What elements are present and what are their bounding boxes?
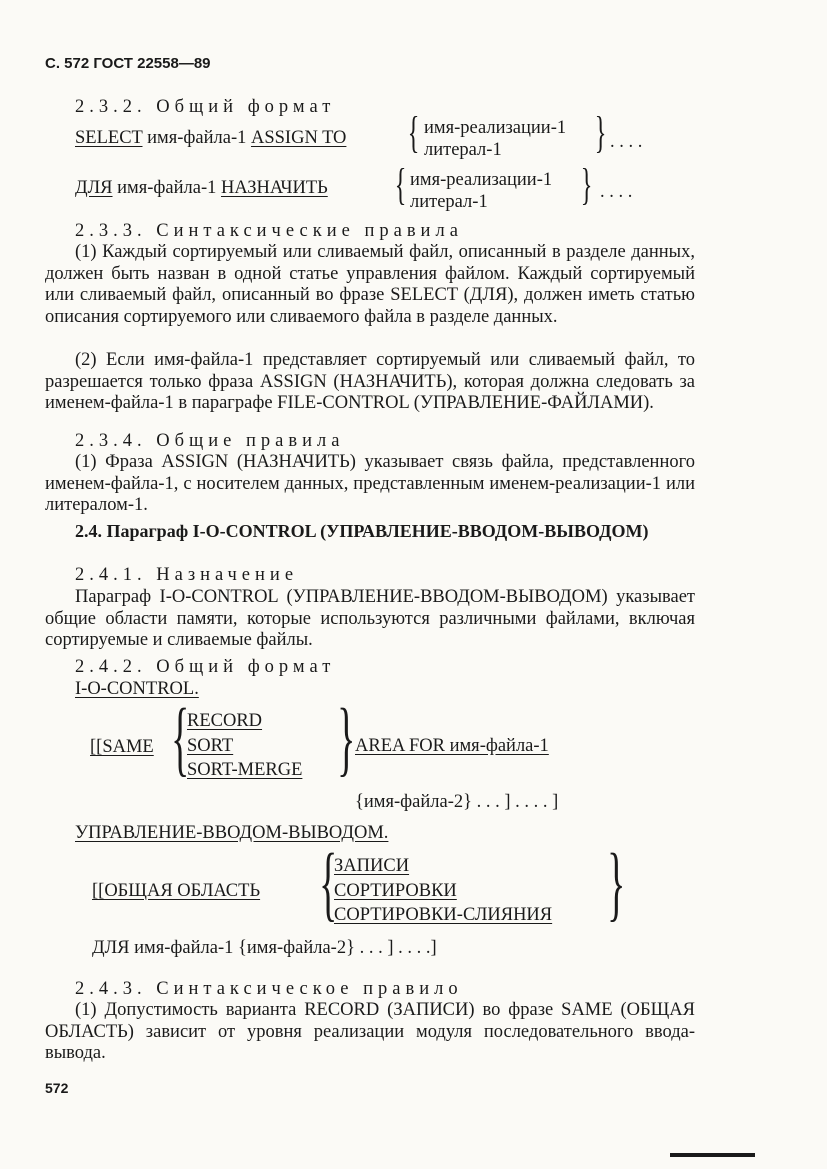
brace-close-1: }: [594, 108, 607, 157]
paragraph-2-3-4-1: (1) Фраза ASSIGN (НАЗНАЧИТЬ) указывает связь файла, представленного именем-файла-1, с носителем данных, представленным именем-реализации-1 или литералом-1.: [45, 452, 695, 515]
heading-2-3-3: 2.3.3. Синтаксические правила: [75, 221, 463, 241]
sort-keyword: SORT: [187, 736, 234, 756]
heading-2-3-2: 2.3.2. Общий формат: [75, 97, 336, 117]
option-impl-1: имя-реализации-1: [424, 118, 567, 138]
brace-open-3: {: [171, 692, 190, 785]
file-name-1-b: имя-файла-1: [117, 178, 217, 198]
for-keyword: ДЛЯ: [75, 178, 113, 198]
heading-2-4-1: 2.4.1. Назначение: [75, 565, 299, 585]
naznachit-keyword: НАЗНАЧИТЬ: [221, 178, 328, 198]
page-header: С. 572 ГОСТ 22558—89: [45, 55, 211, 72]
paragraph-2-3-3-1: (1) Каждый сортируемый или сливаемый файл, описанный в разделе данных, должен быть назван в одной статье управления файлом. Каждый сортируемый или сливаемый файл, описанный во фразе SELECT (ДЛЯ), должен иметь статью описания сортируемого или сливаемого файла в разделе данных.: [45, 242, 695, 327]
sortirovki-keyword: СОРТИРОВКИ: [334, 881, 457, 901]
brace-close-4: }: [607, 837, 626, 930]
upravlenie-keyword: УПРАВЛЕНИЕ-ВВОДОМ-ВЫВОДОМ.: [75, 823, 389, 843]
brace-open-2: {: [394, 160, 407, 209]
section-2-4-title: 2.4. Параграф I-O-CONTROL (УПРАВЛЕНИЕ-ВВОДОМ-ВЫВОДОМ): [75, 521, 649, 541]
select-line: [75, 128, 346, 149]
sortirovki-sliyaniya-keyword: СОРТИРОВКИ-СЛИЯНИЯ: [334, 905, 553, 925]
sort-merge-keyword: SORT-MERGE: [187, 760, 303, 780]
select-keyword: SELECT: [75, 128, 143, 148]
option-impl-2: имя-реализации-1: [410, 170, 553, 190]
io-control-keyword: I-O-CONTROL.: [75, 679, 199, 699]
option-literal-1: литерал-1: [424, 140, 502, 160]
heading-2-4-2: 2.4.2. Общий формат: [75, 657, 336, 677]
paragraph-2-4-1: Параграф I-O-CONTROL (УПРАВЛЕНИЕ-ВВОДОМ-ВЫВОДОМ) указывает общие области памяти, которые используются различными файлами, включая сортируемые и сливаемые файлы.: [45, 587, 695, 650]
obshaya-oblast-keyword: [[ОБЩАЯ ОБЛАСТЬ: [92, 881, 261, 901]
same-keyword: [[SAME: [90, 737, 154, 757]
paragraph-2-4-3-1: (1) Допустимость варианта RECORD (ЗАПИСИ) во фразе SAME (ОБЩАЯ ОБЛАСТЬ) зависит от уровня реализации модуля последовательного ввода-вывода.: [45, 1000, 695, 1063]
heading-2-3-4: 2.3.4. Общие правила: [75, 431, 345, 451]
heading-2-4-3: 2.4.3. Синтаксическое правило: [75, 979, 463, 999]
for-line: [75, 178, 328, 199]
brace-open-1: {: [407, 108, 420, 157]
assign-to-keyword: ASSIGN TO: [250, 128, 347, 148]
dlya-file-line: ДЛЯ имя-файла-1 {имя-файла-2} . . . ] . . . .]: [92, 938, 437, 958]
brace-close-3: }: [337, 692, 356, 785]
scan-mark: [670, 1153, 755, 1157]
brace-close-2: }: [580, 160, 593, 209]
file-name-2-line: {имя-файла-2} . . . ] . . . . ]: [355, 792, 559, 812]
area-for-line: AREA FOR имя-файла-1: [355, 736, 549, 756]
ellipsis-1: . . . .: [610, 132, 643, 152]
file-name-1: имя-файла-1: [147, 128, 247, 148]
option-literal-2: литерал-1: [410, 192, 488, 212]
zapisi-keyword: ЗАПИСИ: [334, 856, 410, 876]
brace-open-4: {: [319, 837, 338, 930]
paragraph-2-3-3-2: (2) Если имя-файла-1 представляет сортируемый или сливаемый файл, то разрешается только фраза ASSIGN (НАЗНАЧИТЬ), которая должна следовать за именем-файла-1 в параграфе FILE-CONTROL (УПРАВЛЕНИЕ-ФАЙЛАМИ).: [45, 350, 695, 413]
record-keyword: RECORD: [187, 711, 263, 731]
ellipsis-2: . . . .: [600, 182, 633, 202]
page-number: 572: [45, 1080, 69, 1096]
